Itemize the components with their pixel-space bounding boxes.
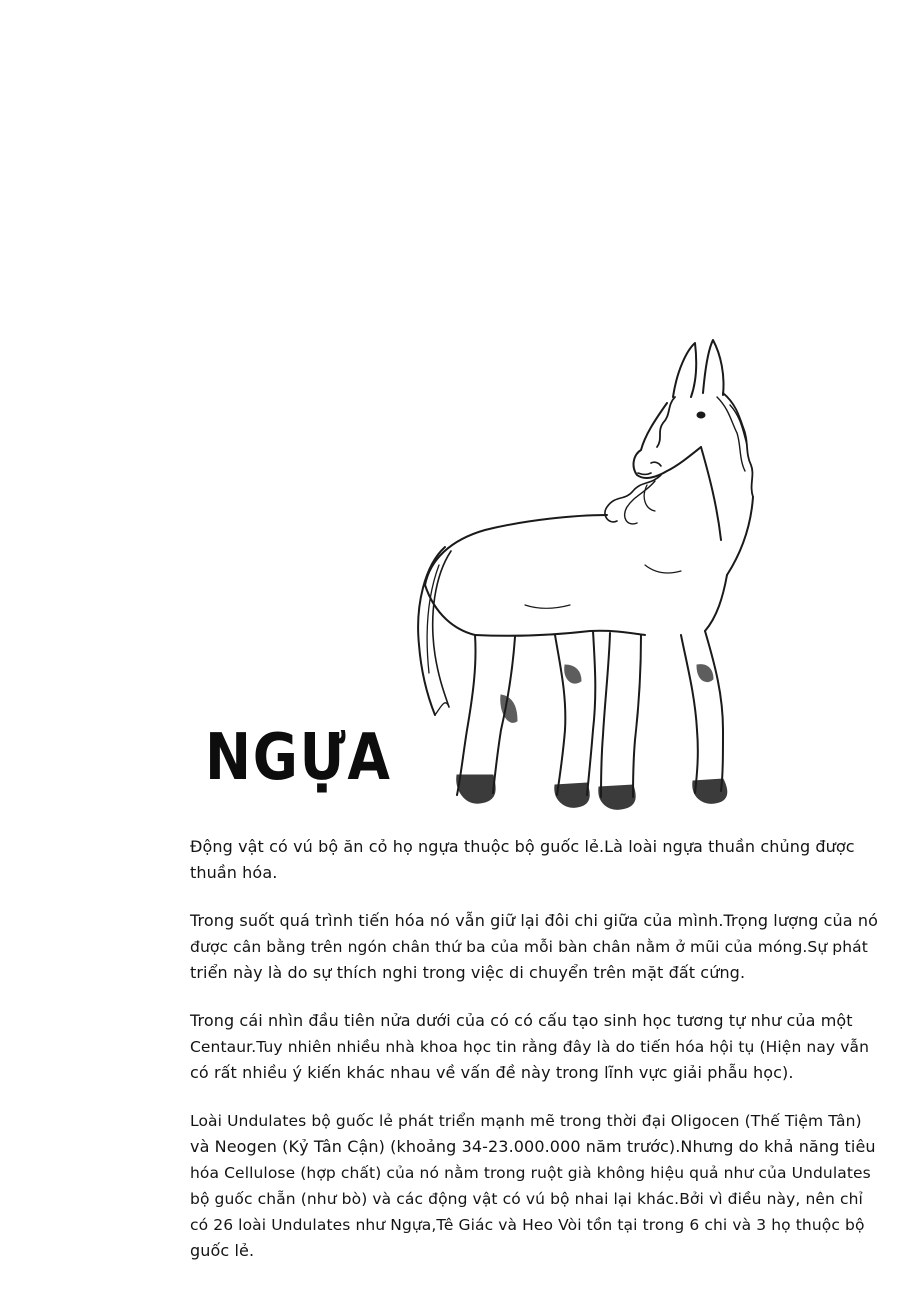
text-line: Trong cái nhìn đầu tiên nửa dưới của có có cấu tạo sinh học tương tự như của một bbox=[190, 1011, 853, 1030]
text-line: Động vật có vú bộ ăn cỏ họ ngựa thuộc bộ guốc lẻ.Là loài ngựa thuần chủng được bbox=[190, 837, 855, 856]
text-line: guốc lẻ. bbox=[190, 1241, 255, 1260]
text-line: triển này là do sự thích nghi trong việc di chuyển trên mặt đất cứng. bbox=[190, 963, 746, 982]
text-line: bộ guốc chẵn (như bò) và các động vật có vú bộ nhai lại khác.Bởi vì điều này, nên chỉ bbox=[190, 1190, 863, 1208]
text-line: được cân bằng trên ngón chân thứ ba của mỗi bàn chân nằm ở mũi của móng.Sự phát bbox=[190, 938, 868, 956]
paragraph bbox=[190, 908, 880, 986]
body-text bbox=[190, 834, 880, 1286]
text-line: có rất nhiều ý kiến khác nhau về vấn đề này trong lĩnh vực giải phẫu học). bbox=[190, 1063, 794, 1082]
paragraph bbox=[190, 1008, 880, 1086]
horse-illustration bbox=[405, 335, 785, 820]
paragraph bbox=[190, 1108, 880, 1264]
text-line: có 26 loài Undulates như Ngựa,Tê Giác và Heo Vòi tồn tại trong 6 chi và 3 họ thuộc bộ bbox=[190, 1216, 865, 1234]
text-line: và Neogen (Kỷ Tân Cận) (khoảng 34-23.000.000 năm trước).Nhưng do khả năng tiêu bbox=[190, 1137, 876, 1156]
text-line: Loài Undulates bộ guốc lẻ phát triển mạnh mẽ trong thời đại Oligocen (Thế Tiệm Tân) bbox=[190, 1112, 862, 1130]
page-title: NGỰA bbox=[205, 721, 392, 795]
paragraph bbox=[190, 834, 880, 886]
text-line: thuần hóa. bbox=[190, 863, 278, 882]
text-line: Centaur.Tuy nhiên nhiều nhà khoa học tin rằng đây là do tiến hóa hội tụ (Hiện nay vẫn bbox=[190, 1038, 870, 1056]
text-line: hóa Cellulose (hợp chất) của nó nằm trong ruột già không hiệu quả như của Undulates bbox=[190, 1164, 871, 1182]
text-line: Trong suốt quá trình tiến hóa nó vẫn giữ lại đôi chi giữa của mình.Trọng lượng của nó bbox=[190, 911, 879, 930]
